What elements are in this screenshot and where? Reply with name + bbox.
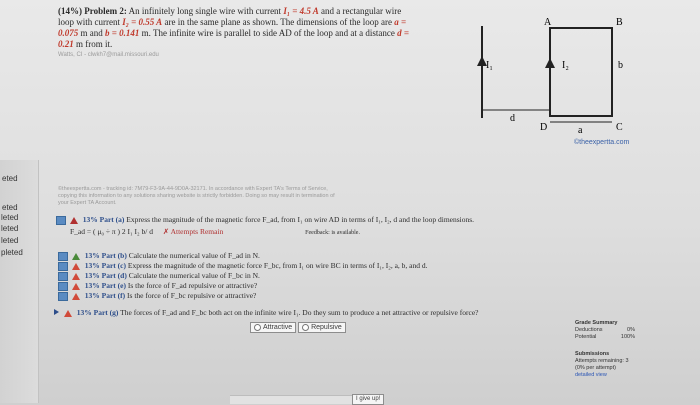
- d-symbol: d =: [397, 28, 410, 38]
- figure-copyright: ©theexpertta.com: [574, 139, 630, 146]
- line2-text-b: are in the same plane as shown. The dimensions of the loop are: [164, 17, 392, 27]
- loop-arrow-icon: [545, 58, 555, 68]
- problem-statement: [58, 6, 418, 61]
- label-i1: I₁: [486, 60, 493, 71]
- copyright-notice: [58, 186, 418, 207]
- intro-text: An infinitely long single wire with current: [128, 6, 282, 16]
- a-value: 0.075: [58, 28, 79, 38]
- checked-icon: [58, 252, 68, 261]
- label-c-corner: C: [616, 122, 623, 133]
- part-g-label[interactable]: 13% Part (g): [76, 308, 119, 317]
- part-text: Express the magnitude of the magnetic force F_bc, from I₁ on wire BC in terms of I₁, I₂, a, b, and d.: [127, 261, 428, 270]
- notice-line-1: ©theexpertta.com - tracking id: 7M79-F3-9A-44-9D0A-32171. In accordance with Expert TA's Terms of Service,: [58, 186, 328, 192]
- sidebar-item[interactable]: eted: [2, 203, 18, 212]
- rect-loop: [550, 28, 612, 116]
- warning-icon: [64, 310, 72, 317]
- part-g-text: The forces of F_ad and F_bc both act on the infinite wire I₁. Do they sum to produce a net attractive or repulsive force?: [120, 308, 479, 317]
- part-row[interactable]: [58, 291, 558, 301]
- warning-icon: [72, 273, 80, 280]
- checked-icon: [58, 262, 68, 271]
- sidebar-item[interactable]: leted: [1, 236, 19, 245]
- potential-value: 100%: [620, 334, 635, 340]
- attempts-value: 3: [625, 358, 629, 364]
- part-label: 13% Part (f): [84, 291, 126, 300]
- part-row[interactable]: [58, 281, 558, 291]
- line3-text: m and: [80, 28, 103, 38]
- feedback-text[interactable]: Feedback: is available.: [305, 230, 360, 236]
- deductions-value: 0%: [627, 327, 635, 333]
- sidebar-item[interactable]: pleted: [1, 248, 23, 257]
- status-icon: [72, 253, 80, 260]
- warning-icon: [72, 263, 80, 270]
- deductions-label: Deductions: [575, 327, 603, 333]
- notice-line-2: copying this information to any solutions sharing website is strictly forbidden. Doing so may result in termination of: [58, 193, 335, 199]
- warning-icon: [72, 283, 80, 290]
- parts-list: [58, 251, 558, 301]
- a-symbol: a =: [394, 17, 407, 27]
- attractive-option[interactable]: [250, 322, 296, 333]
- give-up-button[interactable]: I give up!: [352, 394, 384, 405]
- part-row[interactable]: [58, 251, 558, 261]
- label-a-corner: A: [544, 17, 552, 28]
- label-d-corner: D: [540, 122, 548, 133]
- radio-icon[interactable]: [302, 324, 309, 331]
- part-a-label[interactable]: 13% Part (a): [82, 215, 125, 224]
- watermark: Watts, CI - clwkh7@mail.missouri.edu: [58, 52, 159, 58]
- part-row[interactable]: [58, 261, 558, 271]
- warning-icon: [72, 293, 80, 300]
- option-label: Attractive: [263, 324, 293, 331]
- sidebar: [0, 160, 39, 403]
- part-icon: [56, 216, 66, 225]
- line2-text: loop with current: [58, 17, 120, 27]
- intro-text-2: and a rectangular wire: [321, 6, 402, 16]
- label-b-corner: B: [616, 17, 623, 28]
- i1-value: = 4.5 A: [292, 6, 319, 16]
- line4-text: m from it.: [76, 39, 113, 49]
- notice-line-3: your Expert TA Account.: [58, 200, 117, 206]
- grade-title: Grade Summary: [575, 320, 618, 326]
- part-g: [54, 308, 574, 333]
- part-label: 13% Part (e): [84, 281, 126, 290]
- b-value: 0.141: [119, 28, 140, 38]
- submissions-label: Submissions: [575, 351, 610, 357]
- warning-icon: [70, 217, 78, 224]
- repulsive-option[interactable]: [298, 322, 346, 333]
- sidebar-item[interactable]: eted: [2, 174, 18, 183]
- detailed-view-link[interactable]: detailed view: [575, 372, 607, 378]
- option-label: Repulsive: [311, 324, 342, 331]
- checked-icon: [58, 292, 68, 301]
- d-value: 0.21: [58, 39, 74, 49]
- checked-icon: [58, 272, 68, 281]
- b-symbol: b =: [105, 28, 117, 38]
- part-text: Is the force of F_bc repulsive or attractive?: [127, 291, 257, 300]
- attempts-label: Attempts remaining:: [575, 358, 624, 364]
- checked-icon: [58, 282, 68, 291]
- radio-icon[interactable]: [254, 324, 261, 331]
- part-row[interactable]: [58, 271, 558, 281]
- part-label: 13% Part (b): [84, 251, 127, 260]
- part-a-prompt: Express the magnitude of the magnetic force F_ad, from I₁ on wire AD in terms of I₁, I₂, d and the loop dimensions.: [126, 215, 475, 224]
- i1-symbol: I₁: [283, 6, 290, 16]
- part-a: [56, 215, 556, 238]
- label-d-dim: d: [510, 113, 515, 124]
- sidebar-item[interactable]: leted: [1, 224, 19, 233]
- problem-header: (14%) Problem 2:: [58, 6, 127, 16]
- part-text: Calculate the numerical value of F_bc in N.: [128, 271, 260, 280]
- i2-value: = 0.55 A: [131, 17, 163, 27]
- part-a-answer: F_ad = ( μ₀ ÷ π ) 2 I₁ I₂ b/ d: [70, 227, 153, 236]
- attempts-remain: ✗ Attempts Remain: [162, 227, 224, 236]
- part-text: Calculate the numerical value of F_ad in N.: [128, 251, 260, 260]
- label-i2: I₂: [562, 60, 569, 71]
- part-label: 13% Part (d): [84, 271, 127, 280]
- potential-label: Potential: [575, 334, 597, 340]
- part-label: 13% Part (c): [84, 261, 126, 270]
- i2-symbol: I₂: [122, 17, 129, 27]
- grade-summary: [575, 320, 635, 379]
- expand-arrow-icon[interactable]: [54, 309, 59, 315]
- part-text: Is the force of F_ad repulsive or attractive?: [127, 281, 258, 290]
- problem-figure: [470, 6, 660, 146]
- per-attempt: (0% per attempt): [575, 365, 616, 371]
- label-a-dim: a: [578, 125, 583, 136]
- line3-text-b: m. The infinite wire is parallel to side AD of the loop and at a distance: [141, 28, 395, 38]
- label-b-dim: b: [618, 60, 623, 71]
- sidebar-item[interactable]: leted: [1, 213, 19, 222]
